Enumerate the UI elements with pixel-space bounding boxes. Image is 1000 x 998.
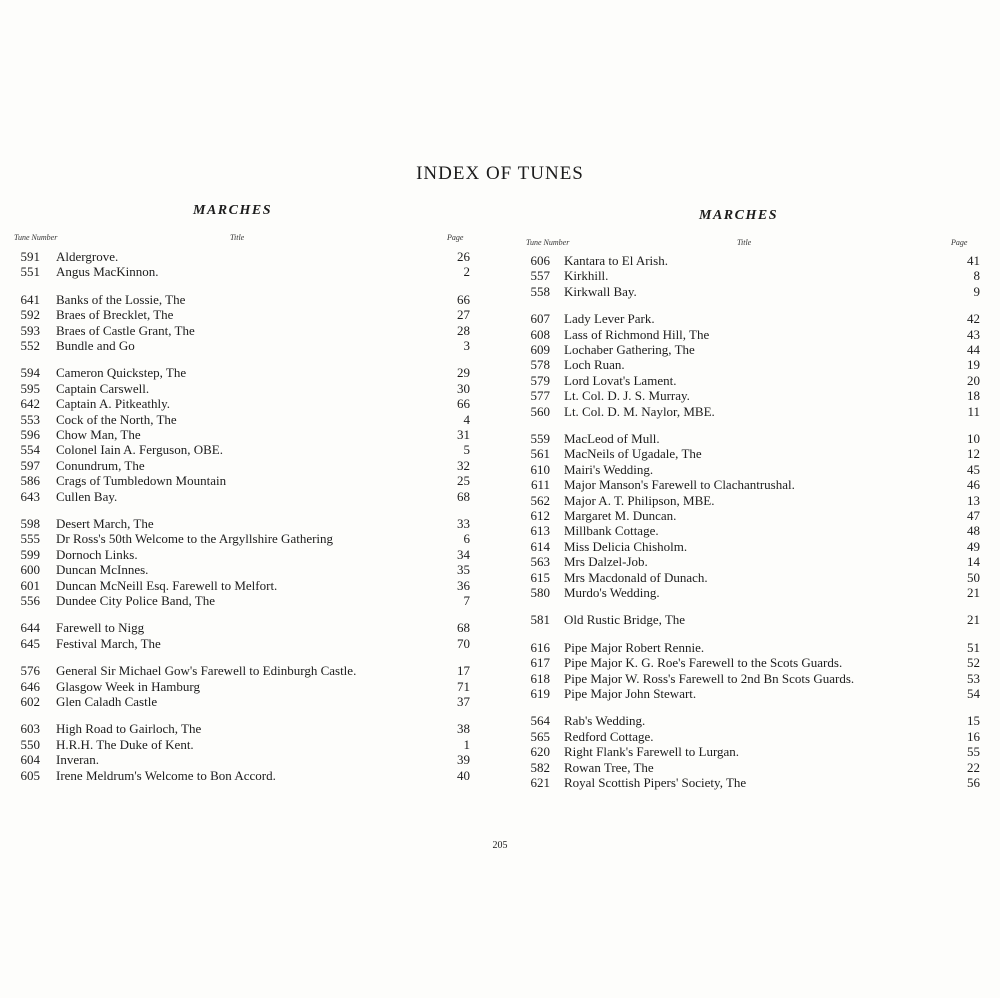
index-entry [508, 431, 988, 447]
index-entry [508, 523, 988, 539]
tune-title: Farewell to Nigg [56, 620, 145, 636]
tune-page: 43 [967, 326, 980, 342]
index-entry [0, 636, 480, 652]
tune-number: 591 [20, 249, 40, 264]
index-entry [0, 679, 480, 695]
tune-title: Conundrum, The [56, 457, 145, 473]
tune-page: 28 [457, 322, 470, 338]
tune-number: 614 [530, 538, 550, 554]
index-entry [508, 554, 988, 570]
index-entry [508, 357, 988, 373]
index-entry [508, 311, 988, 327]
tune-number: 612 [530, 508, 550, 523]
tune-title: Right Flank's Farewell to Lurgan. [564, 744, 740, 760]
tune-title: Cock of the North, The [56, 411, 177, 427]
tune-title: Miss Delicia Chisholm. [564, 538, 688, 554]
tune-page: 56 [967, 775, 980, 790]
tune-number: 563 [530, 554, 550, 570]
tune-page: 5 [463, 442, 470, 458]
tune-page: 4 [463, 411, 470, 427]
tune-title: Pipe Major John Stewart. [564, 686, 697, 701]
index-entry [508, 612, 988, 628]
tune-page: 37 [457, 694, 470, 709]
tune-number: 577 [530, 388, 550, 404]
index-entry [508, 284, 988, 300]
index-entry [0, 473, 480, 489]
index-entry [508, 327, 988, 343]
tune-title: Braes of Castle Grant, The [56, 322, 195, 338]
tune-title: Lady Lever Park. [564, 311, 655, 327]
tune-title: Angus MacKinnon. [56, 264, 159, 280]
tune-number: 593 [20, 322, 40, 338]
tune-number: 615 [530, 569, 550, 585]
tune-page: 6 [463, 531, 470, 547]
index-entry [0, 768, 480, 784]
tune-page: 9 [973, 283, 980, 299]
tune-number: 553 [20, 411, 40, 427]
tune-number: 605 [20, 767, 40, 783]
tune-number: 556 [20, 593, 40, 608]
index-entry [0, 562, 480, 578]
tune-page: 68 [457, 488, 470, 504]
tune-page: 40 [457, 767, 470, 783]
tune-number: 621 [530, 775, 550, 790]
tune-page: 51 [967, 639, 980, 655]
tune-number: 616 [530, 639, 550, 655]
tune-title: Old Rustic Bridge, The [564, 612, 686, 628]
index-entry [0, 381, 480, 397]
index-entry [0, 396, 480, 412]
tune-number: 582 [530, 759, 550, 775]
index-entry [508, 640, 988, 656]
tune-number: 565 [530, 728, 550, 744]
tune-page: 45 [967, 461, 980, 477]
tune-number: 642 [20, 396, 40, 412]
tune-number: 576 [20, 663, 40, 679]
tune-page: 16 [967, 728, 980, 744]
index-entry [508, 585, 988, 601]
index-entry [0, 663, 480, 679]
header-title: Title [737, 238, 752, 247]
index-entry [0, 365, 480, 381]
tune-title: Lochaber Gathering, The [564, 342, 695, 357]
tune-page: 54 [967, 686, 980, 701]
tune-title: Kirkhill. [564, 268, 609, 284]
tune-number: 581 [530, 612, 550, 628]
tune-number: 592 [20, 307, 40, 323]
tune-title: Lt. Col. D. J. S. Murray. [564, 388, 690, 404]
index-entry [0, 516, 480, 532]
tune-title: Pipe Major Robert Rennie. [564, 639, 705, 655]
tune-title: Mrs Dalzel-Job. [564, 554, 648, 570]
tune-number: 579 [530, 372, 550, 388]
index-entry [0, 427, 480, 443]
tune-title: Inveran. [56, 752, 99, 768]
tune-number: 595 [20, 380, 40, 396]
tune-page: 3 [463, 338, 470, 353]
tune-number: 557 [530, 268, 550, 284]
tune-number: 613 [530, 523, 550, 539]
index-entry [508, 373, 988, 389]
index-entry [0, 323, 480, 339]
index-entry [508, 729, 988, 745]
tune-page: 39 [457, 752, 470, 768]
index-entry [0, 489, 480, 505]
tune-number: 604 [20, 752, 40, 768]
index-entry [508, 446, 988, 462]
tune-title: Murdo's Wedding. [564, 585, 660, 600]
index-entry [508, 342, 988, 358]
tune-page: 22 [967, 759, 980, 775]
tune-title: MacLeod of Mull. [564, 431, 660, 446]
header-tune-number: Tune Number [14, 233, 58, 242]
index-entry [508, 508, 988, 524]
index-entry [0, 264, 480, 280]
tune-number: 580 [530, 585, 550, 600]
page-number: 205 [492, 840, 508, 851]
header-page: Page [951, 238, 968, 247]
tune-number: 643 [20, 488, 40, 504]
index-entry [508, 493, 988, 509]
tune-page: 68 [457, 620, 470, 636]
tune-title: Loch Ruan. [564, 357, 625, 373]
index-entry [0, 338, 480, 354]
index-entry [508, 268, 988, 284]
tune-page: 31 [457, 427, 470, 442]
index-entry [0, 412, 480, 428]
index-entry [0, 721, 480, 737]
tune-number: 610 [530, 461, 550, 477]
tune-title: Rab's Wedding. [564, 713, 646, 729]
tune-page: 29 [457, 365, 470, 381]
tune-title: Glasgow Week in Hamburg [56, 678, 200, 694]
tune-title: Captain A. Pitkeathly. [56, 396, 170, 412]
tune-page: 38 [457, 721, 470, 737]
tune-title: MacNeils of Ugadale, The [564, 446, 702, 462]
tune-page: 15 [967, 713, 980, 729]
tune-page: 21 [967, 612, 980, 628]
tune-page: 10 [967, 431, 980, 446]
tune-number: 562 [530, 492, 550, 508]
tune-page: 25 [457, 473, 470, 489]
index-entry [508, 462, 988, 478]
tune-number: 641 [20, 291, 40, 307]
tune-number: 560 [530, 403, 550, 419]
tune-title: Braes of Brecklet, The [56, 307, 174, 323]
tune-page: 55 [967, 744, 980, 760]
tune-number: 586 [20, 473, 40, 489]
tune-title: Dundee City Police Band, The [56, 593, 215, 608]
tune-number: 617 [530, 655, 550, 671]
tune-number: 599 [20, 546, 40, 562]
index-entry [0, 694, 480, 710]
tune-page: 30 [457, 380, 470, 396]
index-entry [0, 458, 480, 474]
tune-page: 17 [457, 663, 470, 679]
tune-page: 52 [967, 655, 980, 671]
tune-page: 14 [967, 554, 980, 570]
index-entry [508, 713, 988, 729]
index-entry [508, 744, 988, 760]
index-entry [508, 539, 988, 555]
tune-number: 646 [20, 678, 40, 694]
tune-number: 554 [20, 442, 40, 458]
tune-number: 645 [20, 635, 40, 651]
tune-page: 44 [967, 342, 980, 357]
tune-page: 66 [457, 396, 470, 412]
tune-page: 70 [457, 635, 470, 651]
tune-title: Duncan McInnes. [56, 562, 149, 578]
index-entry [508, 760, 988, 776]
tune-page: 11 [967, 403, 980, 419]
tune-page: 7 [463, 593, 470, 608]
tune-page: 46 [967, 477, 980, 493]
tune-page: 18 [967, 388, 980, 404]
tune-number: 550 [20, 736, 40, 752]
tune-title: Kirkwall Bay. [564, 283, 637, 299]
tune-title: Millbank Cottage. [564, 523, 659, 539]
index-entry [508, 671, 988, 687]
tune-title: Irene Meldrum's Welcome to Bon Accord. [56, 767, 276, 783]
tune-page: 50 [967, 569, 980, 585]
tune-title: Mairi's Wedding. [564, 461, 654, 477]
tune-page: 8 [973, 268, 980, 284]
tune-page: 36 [457, 577, 470, 593]
index-entry [508, 570, 988, 586]
tune-title: Glen Caladh Castle [56, 694, 158, 709]
tune-number: 603 [20, 721, 40, 737]
section-heading: MARCHES [699, 208, 778, 223]
tune-page: 27 [457, 307, 470, 323]
tune-page: 32 [457, 457, 470, 473]
index-entry [508, 253, 988, 269]
index-entry [0, 531, 480, 547]
tune-title: Rowan Tree, The [564, 759, 654, 775]
index-entry [0, 593, 480, 609]
tune-page: 47 [967, 508, 980, 523]
section-heading: MARCHES [193, 203, 272, 218]
tune-number: 578 [530, 357, 550, 373]
page-title: INDEX OF TUNES [416, 163, 584, 184]
tune-number: 619 [530, 686, 550, 701]
index-entry [0, 578, 480, 594]
tune-number: 597 [20, 457, 40, 473]
tune-title: Kantara to El Arish. [564, 253, 668, 268]
tune-number: 594 [20, 365, 40, 381]
tune-title: Cullen Bay. [56, 488, 118, 504]
tune-title: Festival March, The [56, 635, 161, 651]
index-entry [0, 752, 480, 768]
tune-number: 618 [530, 670, 550, 686]
tune-page: 19 [967, 357, 980, 373]
tune-title: Colonel Iain A. Ferguson, OBE. [56, 442, 223, 458]
tune-title: Margaret M. Duncan. [564, 508, 677, 523]
header-page: Page [447, 233, 464, 242]
index-entry [0, 307, 480, 323]
index-entry [508, 775, 988, 791]
tune-page: 2 [463, 264, 470, 280]
index-entry [0, 620, 480, 636]
header-title: Title [230, 233, 245, 242]
tune-page: 53 [967, 670, 980, 686]
tune-number: 607 [530, 311, 550, 327]
tune-title: Dornoch Links. [56, 546, 138, 562]
tune-page: 33 [457, 516, 470, 531]
index-entry [508, 655, 988, 671]
tune-page: 21 [967, 585, 980, 600]
tune-number: 555 [20, 531, 40, 547]
tune-title: General Sir Michael Gow's Farewell to Edinburgh Castle. [56, 663, 357, 679]
tune-page: 71 [457, 678, 470, 694]
tune-title: Chow Man, The [56, 427, 141, 442]
tune-number: 558 [530, 283, 550, 299]
index-entry [508, 477, 988, 493]
tune-page: 49 [967, 538, 980, 554]
tune-title: Duncan McNeill Esq. Farewell to Melfort. [56, 577, 278, 593]
tune-number: 606 [530, 253, 550, 268]
tune-title: Banks of the Lossie, The [56, 291, 186, 307]
tune-title: Cameron Quickstep, The [56, 365, 187, 381]
index-entry [0, 547, 480, 563]
tune-page: 66 [457, 291, 470, 307]
tune-page: 42 [967, 311, 980, 327]
index-entry [508, 388, 988, 404]
tune-number: 561 [530, 446, 550, 462]
header-tune-number: Tune Number [526, 238, 570, 247]
tune-number: 564 [530, 713, 550, 729]
tune-title: Lt. Col. D. M. Naylor, MBE. [564, 403, 715, 419]
tune-title: Redford Cottage. [564, 728, 654, 744]
tune-title: Lass of Richmond Hill, The [564, 326, 710, 342]
tune-title: Major Manson's Farewell to Clachantrushal. [564, 477, 795, 493]
tune-title: Pipe Major W. Ross's Farewell to 2nd Bn Scots Guards. [564, 670, 855, 686]
tune-page: 1 [463, 736, 470, 752]
tune-number: 601 [20, 577, 40, 593]
tune-page: 35 [457, 562, 470, 578]
tune-title: H.R.H. The Duke of Kent. [56, 736, 194, 752]
tune-page: 13 [967, 492, 980, 508]
index-entry [508, 686, 988, 702]
tune-title: Lord Lovat's Lament. [564, 372, 677, 388]
tune-number: 644 [20, 620, 40, 636]
tune-number: 602 [20, 694, 40, 709]
index-entry [508, 404, 988, 420]
tune-title: Dr Ross's 50th Welcome to the Argyllshire Gathering [56, 531, 334, 547]
tune-title: Major A. T. Philipson, MBE. [564, 492, 715, 508]
tune-page: 48 [967, 523, 980, 539]
tune-number: 551 [20, 264, 40, 280]
index-entry [0, 249, 480, 265]
tune-number: 609 [530, 342, 550, 357]
tune-page: 12 [967, 446, 980, 462]
tune-number: 596 [20, 427, 40, 442]
tune-number: 552 [20, 338, 40, 353]
tune-number: 608 [530, 326, 550, 342]
tune-number: 598 [20, 516, 40, 531]
tune-number: 559 [530, 431, 550, 446]
tune-title: Pipe Major K. G. Roe's Farewell to the Scots Guards. [564, 655, 843, 671]
tune-title: Captain Carswell. [56, 380, 150, 396]
tune-number: 600 [20, 562, 40, 578]
tune-title: Aldergrove. [56, 249, 119, 264]
tune-page: 26 [457, 249, 470, 264]
tune-title: Royal Scottish Pipers' Society, The [564, 775, 747, 790]
tune-title: Desert March, The [56, 516, 154, 531]
index-entry [0, 292, 480, 308]
tune-number: 611 [530, 477, 550, 493]
tune-title: Crags of Tumbledown Mountain [56, 473, 227, 489]
tune-title: Bundle and Go [56, 338, 135, 353]
tune-number: 620 [530, 744, 550, 760]
tune-title: Mrs Macdonald of Dunach. [564, 569, 708, 585]
index-entry [0, 442, 480, 458]
tune-page: 41 [967, 253, 980, 268]
tune-title: High Road to Gairloch, The [56, 721, 202, 737]
tune-page: 20 [967, 372, 980, 388]
index-entry [0, 737, 480, 753]
tune-page: 34 [457, 546, 470, 562]
